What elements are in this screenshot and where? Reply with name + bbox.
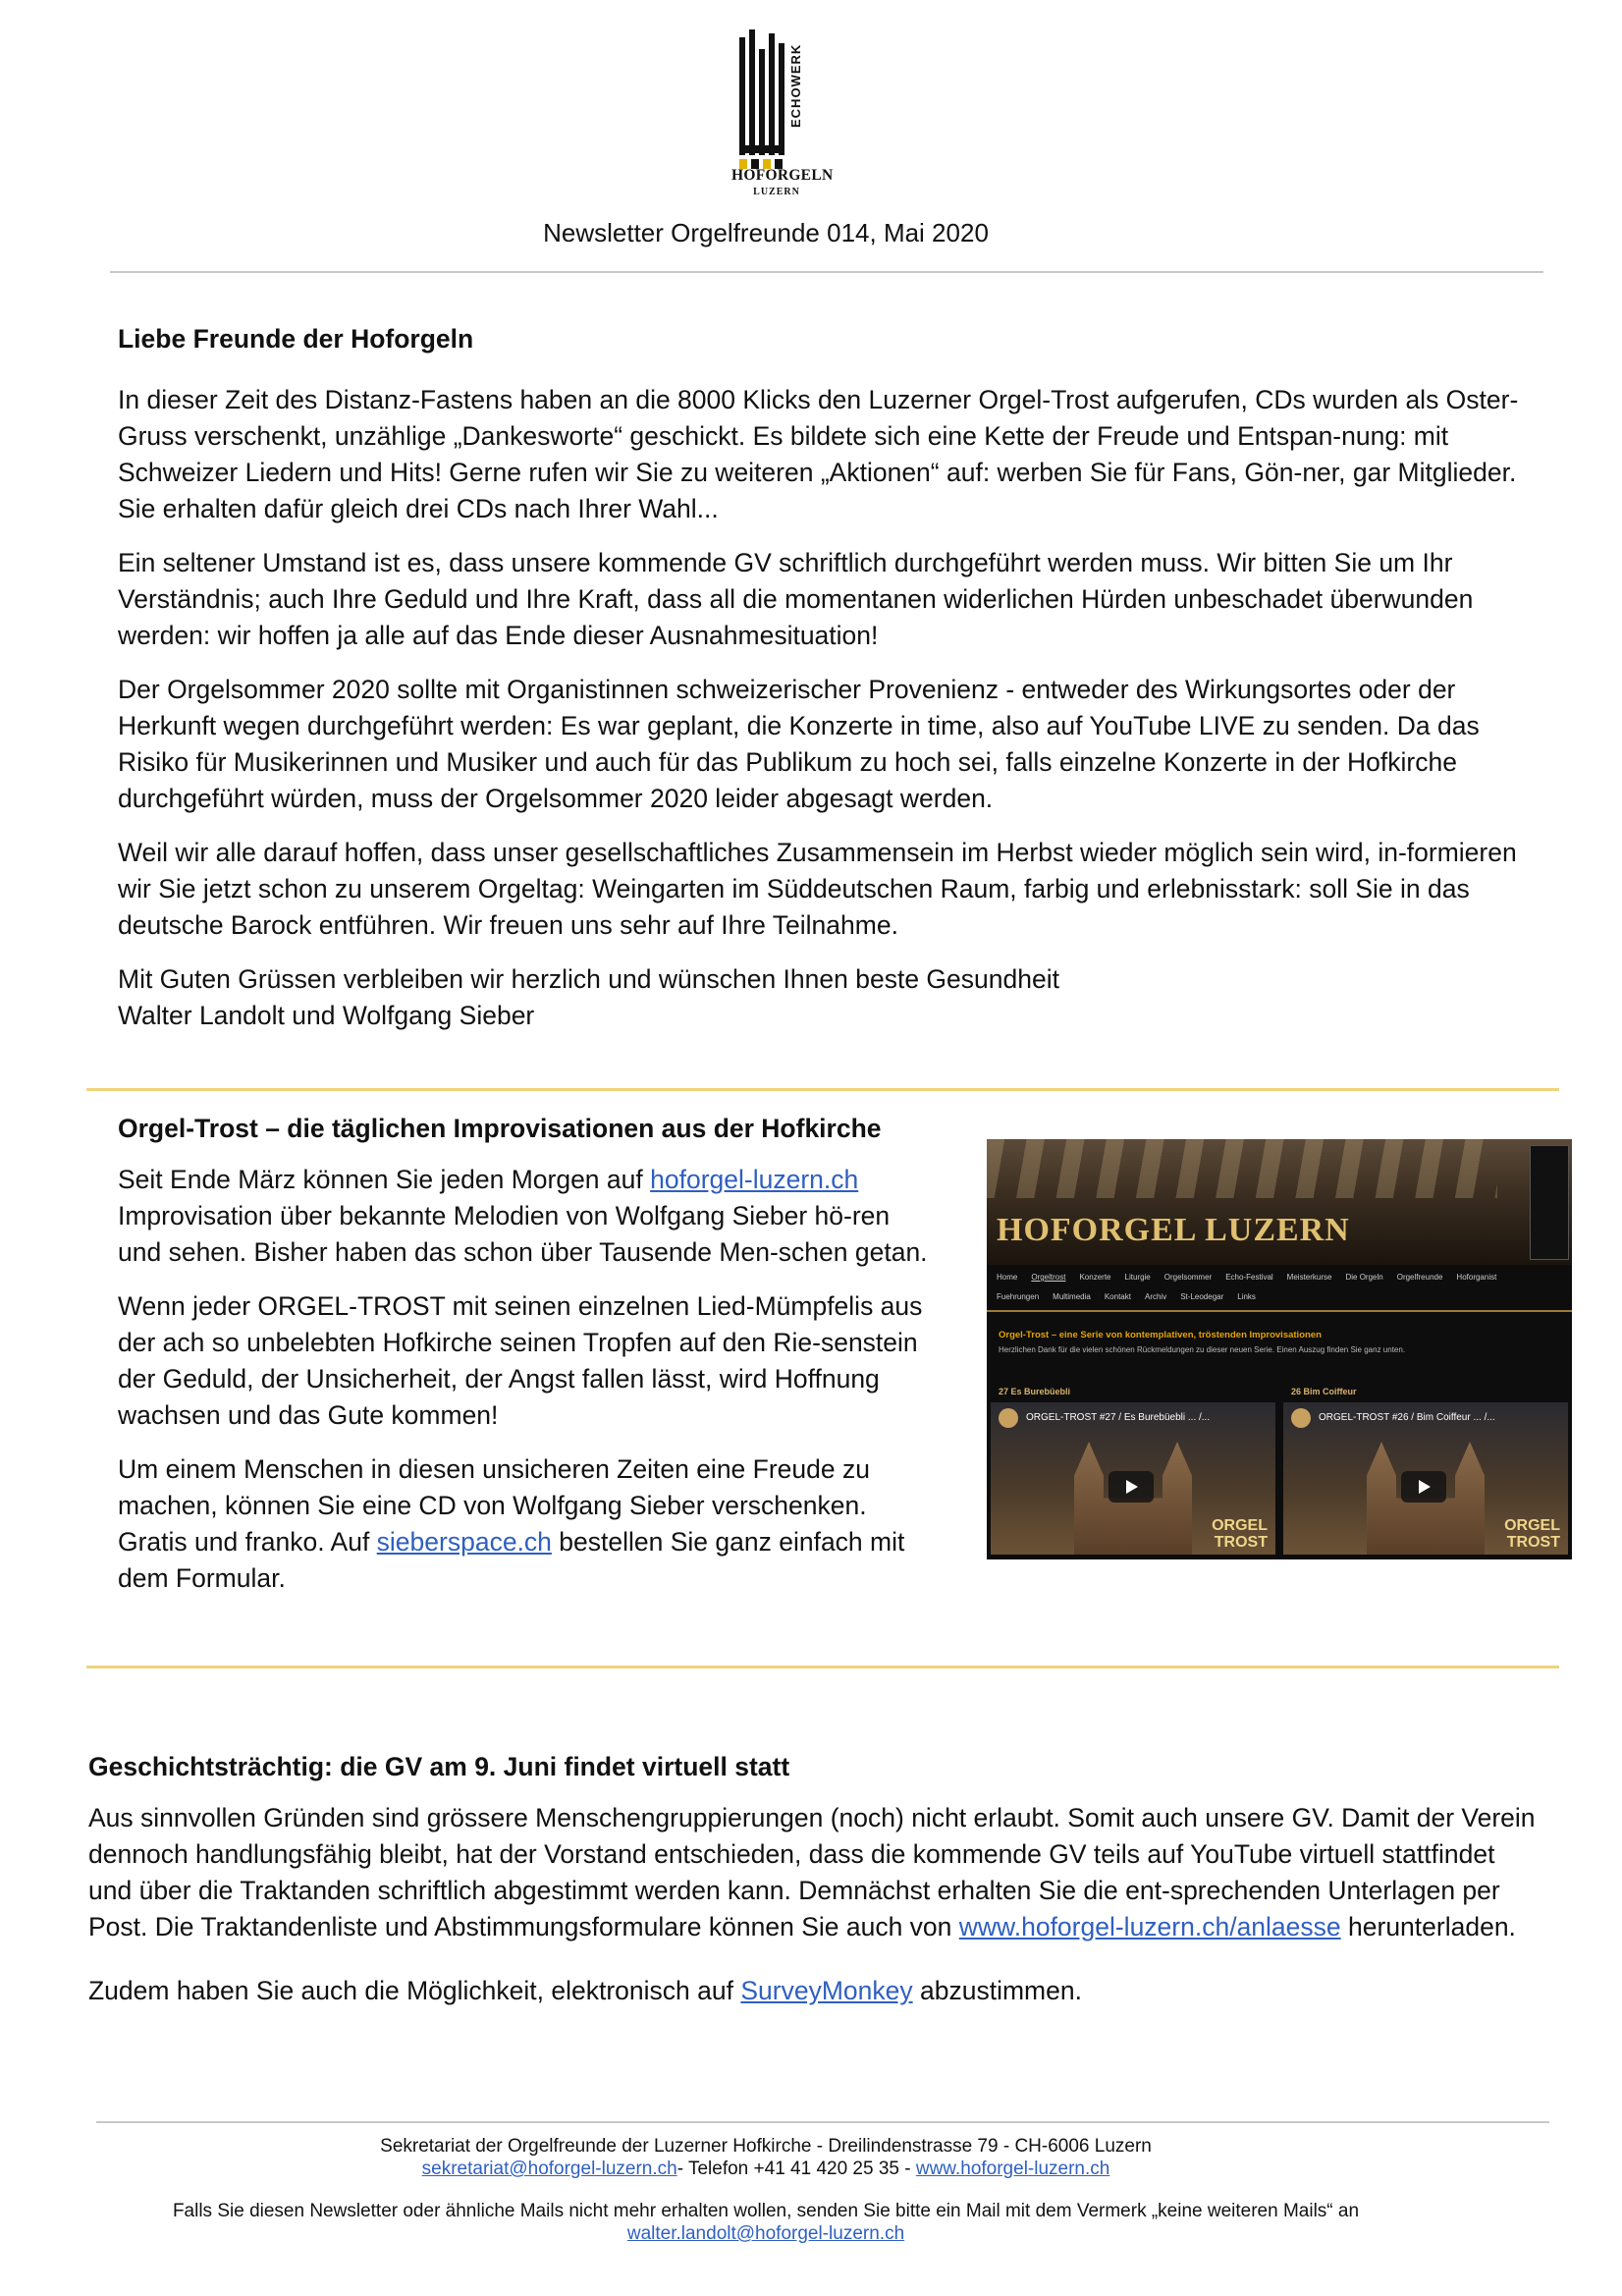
- orgel-trost-paragraph-2: Wenn jeder ORGEL-TROST mit seinen einzelnen Lied-Mümpfelis aus der ach so unbelebten Hofkirche seinen Tropfen auf den Rie-senstein der Geduld, der Unsicherheit, der Angst fallen lässt, wird Hoffnung wachsen und das Gute kommen!: [118, 1291, 923, 1430]
- orgel-trost-badge-2: ORGEL TROST: [1504, 1517, 1560, 1551]
- sieberspace-link[interactable]: sieberspace.ch: [376, 1527, 552, 1557]
- video-thumbnail-1: [991, 1402, 1275, 1555]
- channel-avatar-icon: [999, 1408, 1018, 1428]
- intro-paragraph-4: Weil wir alle darauf hoffen, dass unser gesellschaftliches Zusammensein im Herbst wieder möglich sein wird, in-formieren wir Sie jetzt schon zu unserem Orgeltag: Weingarten im Süddeutschen Raum, farbig und erlebnisstark: soll Sie in das deutsche Barock entführen. Wir freuen uns sehr auf Ihre Teilnahme.: [118, 838, 1517, 940]
- intro-heading: Liebe Freunde der Hoforgeln: [118, 324, 474, 354]
- play-icon: [1108, 1471, 1154, 1503]
- hoforgeln-logo: [731, 29, 834, 204]
- footer-address: Sekretariat der Orgelfreunde der Luzerner Hofkirche - Dreilindenstrasse 79 - CH-6006 Luzern: [380, 2136, 1152, 2157]
- gv-paragraph-2: Zudem haben Sie auch die Möglichkeit, elektronisch auf SurveyMonkey abzustimmen.: [88, 1976, 1082, 2005]
- screenshot-subline: Herzlichen Dank für die vielen schönen Rückmeldungen zu dieser neuen Serie. Einen Auszug finden Sie ganz unten.: [999, 1345, 1406, 1354]
- video-label-2: 26 Bim Coiffeur: [1291, 1387, 1357, 1396]
- intro-paragraph-2: Ein seltener Umstand ist es, dass unsere kommende GV schriftlich durchgeführt werden muss. Wir bitten Sie um Ihr Verständnis; auch Ihre Geduld und Ihre Kraft, dass all die momentanen widerlichen Hürden unbeschadet überwunden werden: wir hoffen ja alle auf das Ende dieser Ausnahmesituation!: [118, 548, 1474, 650]
- logo-brand: HOFORGELN: [731, 167, 834, 184]
- video-title-1: ORGEL-TROST #27 / Es Burebüebli ... /...: [1026, 1412, 1211, 1423]
- intro-signature: Walter Landolt und Wolfgang Sieber: [118, 1001, 535, 1030]
- video-thumbnail-2: [1283, 1402, 1568, 1555]
- footer-contact: sekretariat@hoforgel-luzern.ch- Telefon +41 41 420 25 35 - www.hoforgel-luzern.ch: [421, 2159, 1110, 2179]
- orgel-trost-paragraph-3: Um einem Menschen in diesen unsicheren Zeiten eine Freude zu machen, können Sie eine CD von Wolfgang Sieber verschenken. Gratis und franko. Auf sieberspace.ch bestellen Sie ganz einfach mit dem Formular.: [118, 1454, 905, 1593]
- unsubscribe-email-link[interactable]: walter.landolt@hoforgel-luzern.ch: [626, 2223, 905, 2244]
- intro-paragraph-3: Der Orgelsommer 2020 sollte mit Organistinnen schweizerischer Provenienz - entweder des Wirkungsortes oder der Herkunft wegen durchgeführt werden: Es war geplant, die Konzerte in time, also auf YouTube LIVE zu senden. Da das Risiko für Musikerinnen und Musiker und auch für das Publikum zu hoch sei, falls einzelne Konzerte in der Hofkirche durchgeführt würden, muss der Orgelsommer 2020 leider abgesagt werden.: [118, 675, 1480, 813]
- footer-divider: [96, 2121, 1549, 2123]
- header-divider: [110, 271, 1543, 273]
- footer-unsubscribe: Falls Sie diesen Newsletter oder ähnliche Mails nicht mehr erhalten wollen, senden Sie bitte ein Mail mit dem Vermerk „keine weiteren Mails“ an: [172, 2201, 1360, 2221]
- website-link[interactable]: www.hoforgel-luzern.ch: [915, 2159, 1110, 2179]
- orgel-trost-section: [118, 1114, 933, 1597]
- hoforgel-website-screenshot: [987, 1139, 1572, 1559]
- logo-side-text: ECHOWERK: [788, 43, 803, 128]
- intro-section: [118, 324, 1532, 1034]
- gv-heading: Geschichtsträchtig: die GV am 9. Juni findet virtuell statt: [88, 1752, 790, 1781]
- footer: [0, 2135, 1532, 2245]
- video-title-2: ORGEL-TROST #26 / Bim Coiffeur ... /...: [1319, 1412, 1495, 1423]
- secretariat-email-link[interactable]: sekretariat@hoforgel-luzern.ch: [421, 2159, 677, 2179]
- screenshot-headline: Orgel-Trost – eine Serie von kontemplativen, tröstenden Improvisationen: [999, 1330, 1322, 1340]
- gv-paragraph-1: Aus sinnvollen Gründen sind grössere Menschengruppierungen (noch) nicht erlaubt. Somit auch unsere GV. Damit der Verein dennoch handlungsfähig bleibt, hat der Vorstand entschieden, dass die kommende GV teils auf YouTube virtuell stattfindet und über die Traktanden schriftlich abgestimmt werden kann. Demnächst erhalten Sie die ent-sprechenden Unterlagen per Post. Die Traktandenliste und Abstimmungsformulare können Sie auch von www.hoforgel-luzern.ch/anlaesse herunterladen.: [88, 1803, 1536, 1941]
- screenshot-nav-row-2: Fuehrungen Multimedia Kontakt Archiv St-Leodegar Links: [997, 1292, 1256, 1301]
- gold-divider-bottom: [86, 1666, 1559, 1668]
- gold-divider-top: [86, 1088, 1559, 1091]
- orgel-trost-paragraph-1: Seit Ende März können Sie jeden Morgen auf hoforgel-luzern.ch Improvisation über bekannte Melodien von Wolfgang Sieber hö-ren und sehen. Bisher haben das schon über Tausende Men-schen getan.: [118, 1165, 928, 1267]
- footer-unsubscribe-email: [0, 2222, 1532, 2245]
- gv-section: [88, 1752, 1541, 2009]
- anlaesse-link[interactable]: www.hoforgel-luzern.ch/anlaesse: [958, 1912, 1341, 1941]
- logo-city: LUZERN: [753, 187, 800, 197]
- screenshot-logo-icon: [1530, 1145, 1569, 1260]
- surveymonkey-link[interactable]: SurveyMonkey: [740, 1976, 913, 2005]
- orgel-trost-badge-1: ORGEL TROST: [1212, 1517, 1268, 1551]
- newsletter-title: Newsletter Orgelfreunde 014, Mai 2020: [543, 218, 989, 247]
- screenshot-nav-row-1: Home Orgeltrost Konzerte Liturgie Orgelsommer Echo-Festival Meisterkurse Die Orgeln Orgelfreunde Hoforganist: [997, 1273, 1497, 1282]
- screenshot-site-title: HOFORGEL LUZERN: [997, 1212, 1350, 1248]
- play-icon: [1401, 1471, 1446, 1503]
- video-label-1: 27 Es Burebüebli: [999, 1387, 1071, 1396]
- orgel-trost-heading: Orgel-Trost – die täglichen Improvisationen aus der Hofkirche: [118, 1114, 882, 1143]
- hoforgel-link[interactable]: hoforgel-luzern.ch: [650, 1165, 859, 1194]
- channel-avatar-icon: [1291, 1408, 1311, 1428]
- intro-closing: Mit Guten Grüssen verbleiben wir herzlich und wünschen Ihnen beste Gesundheit: [118, 964, 1059, 994]
- intro-paragraph-1: In dieser Zeit des Distanz-Fastens haben an die 8000 Klicks den Luzerner Orgel-Trost aufgerufen, CDs wurden als Oster-Gruss verschenkt, unzählige „Dankesworte“ geschickt. Es bildete sich eine Kette der Freude und Entspan-nung: mit Schweizer Liedern und Hits! Gerne rufen wir Sie zu weiteren „Aktionen“ auf: werben Sie für Fans, Gön-ner, gar Mitglieder. Sie erhalten dafür gleich drei CDs nach Ihrer Wahl...: [118, 385, 1519, 523]
